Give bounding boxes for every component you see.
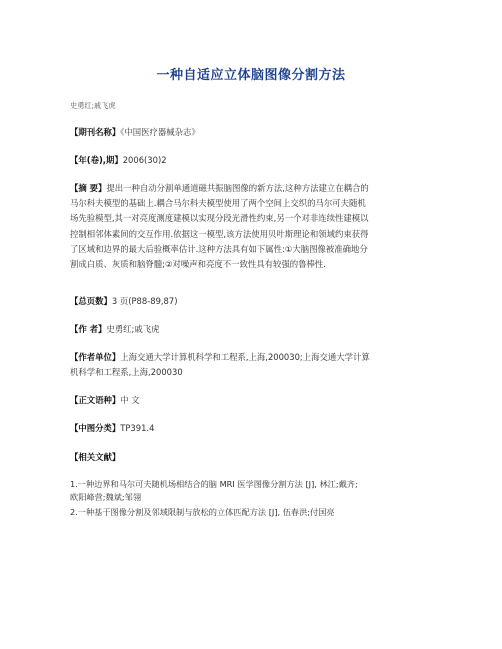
related-item-line: 2.一种基于图像分割及邻域限制与放松的立体匹配方法 [J], 伍春洪;付国亮 [70,507,335,517]
author-value: 史勇红;戚飞虎 [106,324,160,334]
abstract-line: 马尔科夫模型的基础上.耦合马尔科夫模型使用了两个空间上交织的马尔可夫随机 [70,198,366,209]
abstract-line: 割成白质、灰质和脑脊髓;②对噪声和亮度不一致性具有较强的鲁棒性. [70,259,326,270]
document-title: 一种自适应立体脑图像分割方法 [156,68,346,83]
journal-field [70,125,440,140]
affiliation-label: 【作者单位】 [70,352,121,362]
abstract-field [70,181,440,272]
year-issue-label: 【年(卷),期】 [70,155,123,165]
abstract-line: 【摘 要】提出一种自动分割单通道磁共振脑图像的新方法,这种方法建立在耦合的 [70,183,369,193]
related-item [70,478,450,504]
abstract-label: 【摘 要】 [70,183,107,193]
classification-label: 【中图分类】 [70,423,121,433]
related-item-line: 1.一种边界和马尔可夫随机场相结合的脑 MRI 医学图像分割方法 [J], 林江;戴齐; [70,479,358,489]
author-field [70,322,440,337]
journal-label: 【期刊名称】 [70,127,121,137]
related-item [70,506,450,519]
author-label: 【作 者】 [70,324,107,334]
abstract-line: 控制相邻体素间的交互作用.依据这一模型,该方法使用贝叶斯理论和领域约束获得 [70,228,369,239]
authors-line: 史勇红;戚飞虎 [70,101,116,110]
pages-value: 3 页(P88-89,87) [111,296,178,306]
classification-field [70,421,440,436]
related-label-field [70,450,440,465]
language-label: 【正文语种】 [70,395,121,405]
year-issue-value: 2006(30)2 [122,155,167,165]
journal-value: 《中国医疗器械杂志》 [120,127,200,137]
affiliation-line: 机科学和工程系,上海,200030 [70,367,183,378]
affiliation-line: 【作者单位】上海交通大学计算机科学和工程系,上海,200030;上海交通大学计算 [70,352,370,362]
language-field [70,393,440,408]
related-item-line: 欧阳峰营;魏斌;邹翎 [70,492,142,502]
language-value: 中 文 [120,395,140,405]
year-issue-field [70,153,440,168]
pages-field [70,294,440,309]
abstract-line: 场先验模型,其一对亮度测度建模以实现分段光滑性约束,另一个对非连续性建模以 [70,213,369,224]
classification-value: TP391.4 [120,423,155,433]
affiliation-field [70,350,440,380]
pages-label: 【总页数】 [70,296,112,306]
abstract-line: 了区域和边界的最大后验概率估计.这种方法具有如下属性:①大脑图像被准确地分 [70,243,368,254]
related-label: 【相关文献】 [70,452,121,462]
